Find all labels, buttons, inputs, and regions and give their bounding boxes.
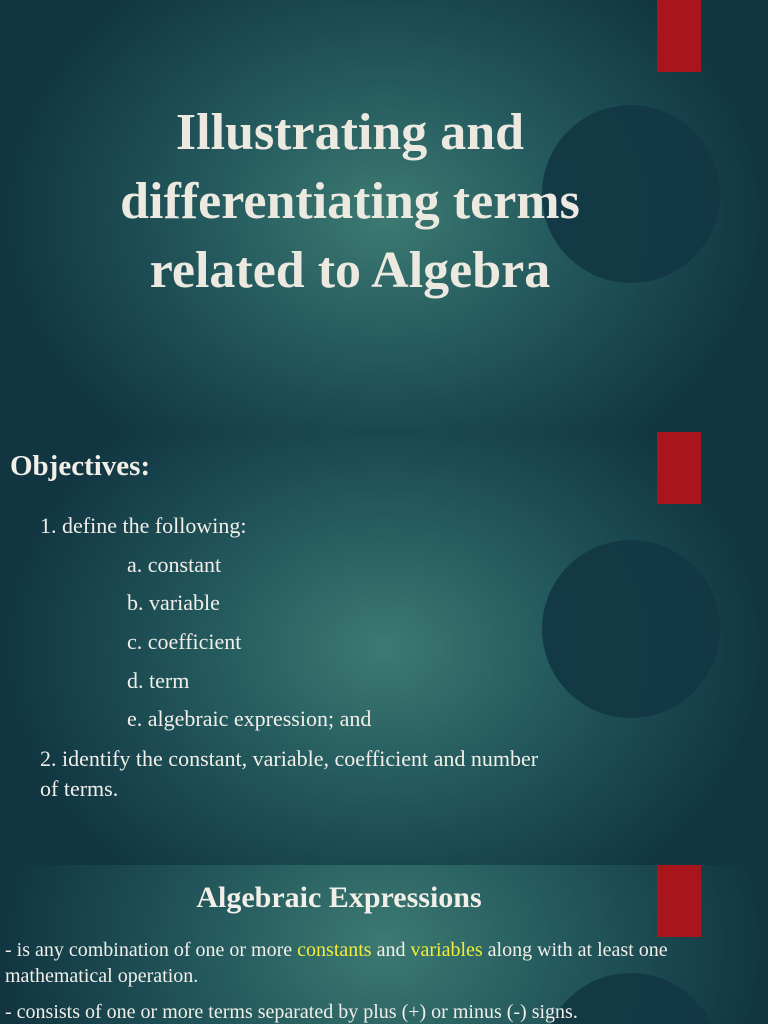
- objective-item-1: 1. define the following:: [40, 513, 247, 538]
- objectives-slide: [0, 432, 768, 865]
- definition-text: mathematical operation.: [5, 965, 199, 987]
- objective-item-2-cont: of terms.: [40, 776, 119, 801]
- algebraic-expressions-slide: [0, 865, 768, 1024]
- terms-paragraph: - consists of one or more terms separated by plus (+) or minus (-) signs.: [5, 1001, 578, 1023]
- definition-text: and: [371, 939, 411, 961]
- definition-text: - is any combination of one or more: [5, 939, 298, 961]
- highlight-variables: variables: [410, 939, 483, 961]
- objective-sub-item: e. algebraic expression; and: [127, 706, 372, 731]
- red-accent-bar: [657, 432, 701, 504]
- definition-paragraph: [5, 937, 755, 989]
- objective-sub-item: d. term: [127, 668, 190, 693]
- decorative-circle: [542, 540, 720, 718]
- title-slide: [0, 0, 768, 432]
- objectives-heading: Objectives:: [10, 450, 151, 482]
- objective-item-2: 2. identify the constant, variable, coefficient and number: [40, 746, 539, 771]
- definition-text: along with at least one: [482, 939, 668, 961]
- section-heading: Algebraic Expressions: [196, 881, 482, 914]
- objective-sub-item: b. variable: [127, 590, 220, 615]
- slide-title: Illustrating and differentiating terms related to Algebra: [120, 104, 580, 299]
- objective-sub-item: a. constant: [127, 552, 222, 577]
- objective-sub-item: c. coefficient: [127, 629, 242, 654]
- highlight-constants: constants: [297, 939, 372, 961]
- red-accent-bar: [657, 0, 701, 72]
